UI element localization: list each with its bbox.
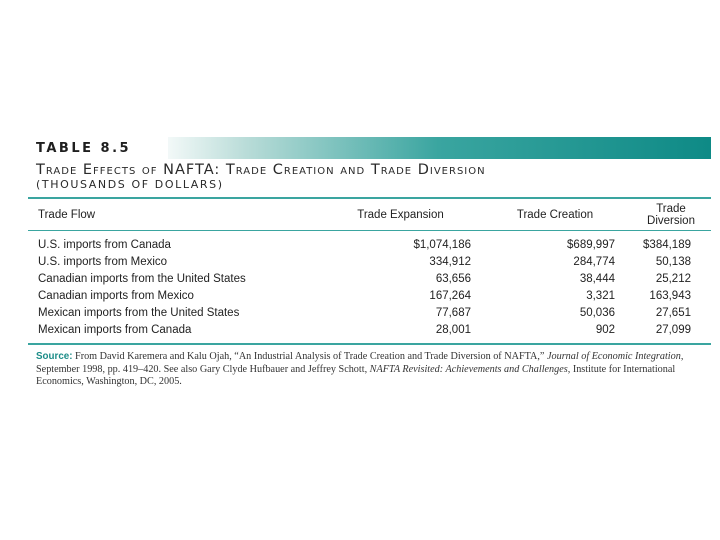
cell-trade-diversion: 25,212 — [655, 272, 691, 285]
cell-trade-expansion: 334,912 — [429, 255, 471, 268]
table-row — [28, 287, 711, 304]
table-8-5 — [28, 137, 711, 389]
cell-trade-creation: $689,997 — [567, 238, 615, 251]
cell-trade-creation: 902 — [595, 324, 615, 337]
source-label: Source: — [36, 350, 73, 362]
column-header-trade-creation: Trade Creation — [471, 199, 615, 231]
cell-trade-diversion: 27,651 — [655, 307, 691, 320]
cell-trade-expansion: 167,264 — [429, 289, 471, 302]
table-title: Trade Effects of NAFTA: Trade Creation and Trade Diversion — [36, 162, 486, 178]
data-table — [28, 199, 711, 343]
header-row — [28, 199, 711, 231]
cell-trade-expansion: $1,074,186 — [413, 238, 471, 251]
table-banner — [28, 137, 711, 159]
source-note — [36, 351, 696, 389]
source-book-title: NAFTA Revisited: Achievements and Challenges, — [369, 363, 571, 375]
table-row — [28, 231, 711, 254]
cell-trade-flow: Canadian imports from the United States — [38, 272, 246, 285]
source-text-part2: September 1998, pp. 419–420. See also Gary Clyde Hufbauer and Jeffrey Schott, — [36, 363, 368, 375]
cell-trade-expansion: 63,656 — [435, 272, 471, 285]
cell-trade-flow: Mexican imports from the United States — [38, 307, 240, 320]
cell-trade-flow: U.S. imports from Canada — [38, 238, 171, 251]
cell-trade-expansion: 28,001 — [435, 324, 471, 337]
table-row — [28, 322, 711, 343]
cell-trade-creation: 38,444 — [579, 272, 615, 285]
table-row — [28, 253, 711, 270]
source-text-part3: Institute for International Economics, Washington, DC, 2005. — [36, 363, 676, 388]
cell-trade-diversion: 27,099 — [655, 324, 691, 337]
table-row — [28, 270, 711, 287]
column-header-trade-flow: Trade Flow — [28, 199, 300, 231]
cell-trade-flow: Canadian imports from Mexico — [38, 289, 194, 302]
table-subtitle: (THOUSANDS OF DOLLARS) — [36, 178, 224, 191]
bottom-rule — [28, 343, 711, 345]
source-journal-title: Journal of Economic Integration, — [547, 350, 684, 362]
column-header-trade-diversion: Trade Diversion — [615, 199, 711, 231]
cell-trade-creation: 284,774 — [573, 255, 615, 268]
cell-trade-flow: U.S. imports from Mexico — [38, 255, 168, 268]
cell-trade-creation: 3,321 — [586, 289, 615, 302]
table-number-label: TABLE 8.5 — [28, 137, 168, 159]
table-row — [28, 305, 711, 322]
cell-trade-diversion: $384,189 — [643, 238, 691, 251]
source-text-part1: From David Karemera and Kalu Ojah, “An Industrial Analysis of Trade Creation and Trade Diversion of NAFTA,” — [75, 350, 545, 362]
cell-trade-diversion: 163,943 — [649, 289, 691, 302]
cell-trade-expansion: 77,687 — [435, 307, 471, 320]
cell-trade-flow: Mexican imports from Canada — [38, 324, 192, 337]
column-header-trade-expansion: Trade Expansion — [300, 199, 471, 231]
cell-trade-diversion: 50,138 — [655, 255, 691, 268]
cell-trade-creation: 50,036 — [579, 307, 615, 320]
